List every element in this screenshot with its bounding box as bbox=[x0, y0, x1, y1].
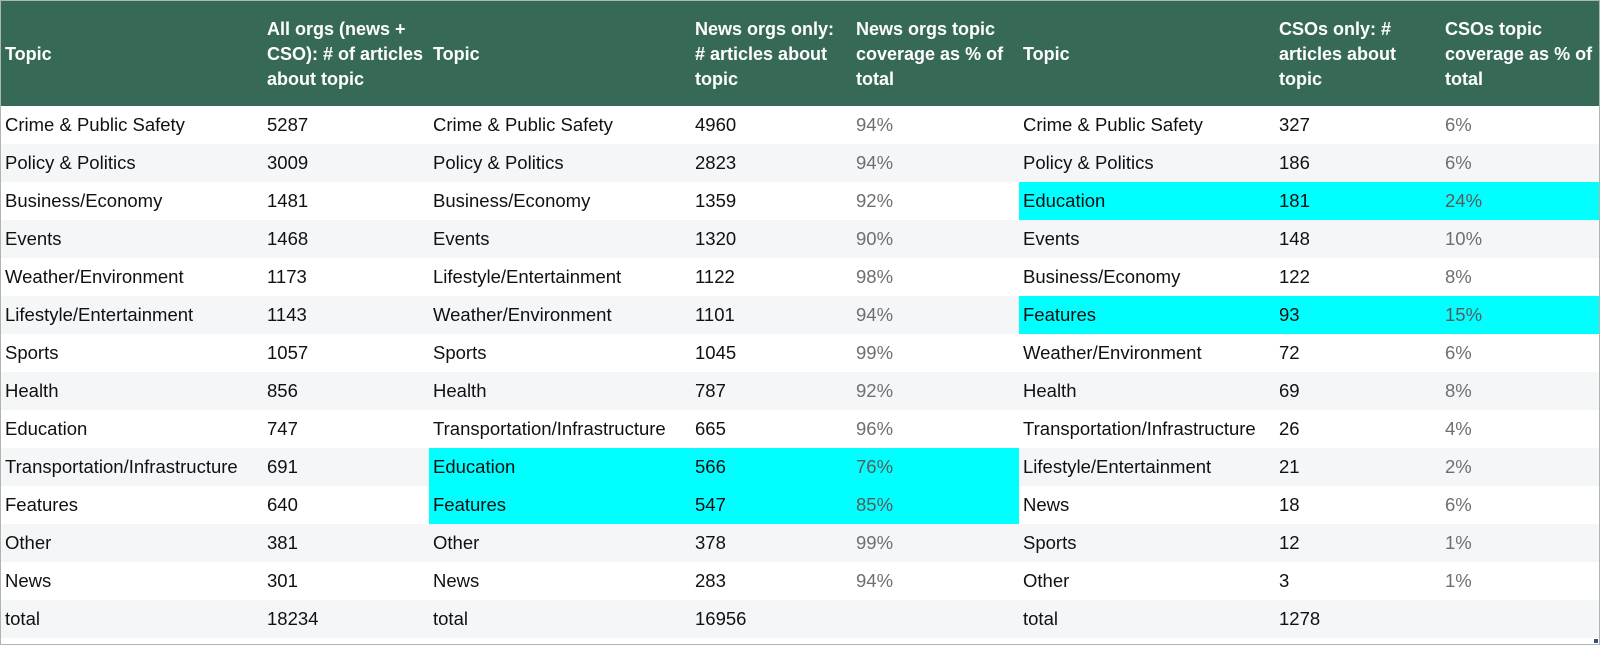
table-cell[interactable]: Business/Economy bbox=[1, 182, 263, 220]
table-cell[interactable]: 186 bbox=[1275, 144, 1441, 182]
table-cell[interactable]: 18 bbox=[1275, 486, 1441, 524]
table-cell[interactable]: Sports bbox=[1019, 524, 1275, 562]
table-row bbox=[1, 410, 1599, 448]
table-cell[interactable]: Other bbox=[1019, 562, 1275, 600]
table-cell[interactable]: 18234 bbox=[263, 600, 429, 638]
table-cell[interactable]: Health bbox=[1019, 372, 1275, 410]
table-cell[interactable]: 85% bbox=[852, 486, 1019, 524]
header-cell[interactable]: All orgs (news + CSO): # of articles about topic bbox=[263, 1, 429, 106]
table-cell[interactable]: 21 bbox=[1275, 448, 1441, 486]
table-cell[interactable]: Lifestyle/Entertainment bbox=[1, 296, 263, 334]
table-cell[interactable]: 10% bbox=[1441, 220, 1599, 258]
table-cell[interactable]: 99% bbox=[852, 334, 1019, 372]
table-cell[interactable]: Policy & Politics bbox=[1, 144, 263, 182]
table-cell[interactable]: 6% bbox=[1441, 106, 1599, 144]
table-cell[interactable]: 6% bbox=[1441, 144, 1599, 182]
table-cell[interactable]: 24% bbox=[1441, 182, 1599, 220]
table-cell[interactable]: 1173 bbox=[263, 258, 429, 296]
table-cell[interactable]: 181 bbox=[1275, 182, 1441, 220]
table-row bbox=[1, 258, 1599, 296]
table-cell[interactable]: 1057 bbox=[263, 334, 429, 372]
table-cell[interactable]: 98% bbox=[852, 258, 1019, 296]
table-cell[interactable]: 122 bbox=[1275, 258, 1441, 296]
table-cell[interactable]: 15% bbox=[1441, 296, 1599, 334]
table-cell[interactable]: Health bbox=[1, 372, 263, 410]
table-cell[interactable]: News bbox=[1019, 486, 1275, 524]
table-cell[interactable]: Lifestyle/Entertainment bbox=[429, 258, 691, 296]
table-cell[interactable]: Transportation/Infrastructure bbox=[429, 410, 691, 448]
table-cell[interactable]: Health bbox=[429, 372, 691, 410]
table-cell[interactable]: 94% bbox=[852, 106, 1019, 144]
table-cell[interactable]: 92% bbox=[852, 372, 1019, 410]
table-cell[interactable]: 8% bbox=[1441, 372, 1599, 410]
table-cell[interactable]: 747 bbox=[263, 410, 429, 448]
table-cell[interactable]: Policy & Politics bbox=[429, 144, 691, 182]
table-cell[interactable]: 327 bbox=[1275, 106, 1441, 144]
table-cell[interactable]: 283 bbox=[691, 562, 852, 600]
table-cell[interactable]: Sports bbox=[429, 334, 691, 372]
table-cell[interactable]: 2% bbox=[1441, 448, 1599, 486]
table-cell[interactable]: Other bbox=[1, 524, 263, 562]
header-row bbox=[1, 1, 1599, 106]
table-cell[interactable]: 148 bbox=[1275, 220, 1441, 258]
table-cell[interactable]: 301 bbox=[263, 562, 429, 600]
table-cell[interactable]: 16956 bbox=[691, 600, 852, 638]
table-cell[interactable]: Transportation/Infrastructure bbox=[1, 448, 263, 486]
table-cell[interactable]: 94% bbox=[852, 562, 1019, 600]
table-row bbox=[1, 182, 1599, 220]
table-cell[interactable]: 90% bbox=[852, 220, 1019, 258]
header-cell[interactable]: Topic bbox=[429, 1, 691, 106]
table-cell[interactable]: 566 bbox=[691, 448, 852, 486]
header-cell[interactable]: News orgs topic coverage as % of total bbox=[852, 1, 1019, 106]
table-cell[interactable]: 787 bbox=[691, 372, 852, 410]
table-cell[interactable]: 6% bbox=[1441, 334, 1599, 372]
table-cell[interactable]: 72 bbox=[1275, 334, 1441, 372]
table-cell[interactable]: Other bbox=[429, 524, 691, 562]
table-cell[interactable]: 92% bbox=[852, 182, 1019, 220]
table-cell[interactable]: 856 bbox=[263, 372, 429, 410]
table-cell[interactable]: Events bbox=[429, 220, 691, 258]
table-cell[interactable]: 1278 bbox=[1275, 600, 1441, 638]
table-row bbox=[1, 486, 1599, 524]
table-cell[interactable]: 1320 bbox=[691, 220, 852, 258]
table-cell[interactable] bbox=[1441, 600, 1599, 638]
table-cell[interactable]: 4% bbox=[1441, 410, 1599, 448]
header-cell[interactable]: CSOs topic coverage as % of total bbox=[1441, 1, 1599, 106]
table-row bbox=[1, 448, 1599, 486]
table-cell[interactable]: 93 bbox=[1275, 296, 1441, 334]
table-cell[interactable]: Education bbox=[1019, 182, 1275, 220]
table-cell[interactable]: 6% bbox=[1441, 486, 1599, 524]
table-cell[interactable]: Crime & Public Safety bbox=[1019, 106, 1275, 144]
table-cell[interactable]: 69 bbox=[1275, 372, 1441, 410]
table-cell[interactable]: Lifestyle/Entertainment bbox=[1019, 448, 1275, 486]
header-cell[interactable]: Topic bbox=[1, 1, 263, 106]
table-cell[interactable]: Weather/Environment bbox=[429, 296, 691, 334]
table-cell[interactable]: 26 bbox=[1275, 410, 1441, 448]
table-cell[interactable]: 1101 bbox=[691, 296, 852, 334]
table-row bbox=[1, 106, 1599, 144]
table-cell[interactable]: 2823 bbox=[691, 144, 852, 182]
table-cell[interactable]: 665 bbox=[691, 410, 852, 448]
table-cell[interactable]: Crime & Public Safety bbox=[429, 106, 691, 144]
table-cell[interactable]: 1% bbox=[1441, 524, 1599, 562]
table-row bbox=[1, 220, 1599, 258]
table-cell[interactable]: 3 bbox=[1275, 562, 1441, 600]
table-row bbox=[1, 144, 1599, 182]
table-cell[interactable]: total bbox=[1019, 600, 1275, 638]
table-cell[interactable]: Events bbox=[1019, 220, 1275, 258]
table-cell[interactable]: Sports bbox=[1, 334, 263, 372]
table-cell[interactable]: Business/Economy bbox=[429, 182, 691, 220]
table-cell[interactable]: 4960 bbox=[691, 106, 852, 144]
table-cell[interactable]: Events bbox=[1, 220, 263, 258]
table-cell[interactable]: 1359 bbox=[691, 182, 852, 220]
table-row bbox=[1, 296, 1599, 334]
table-row bbox=[1, 372, 1599, 410]
table-cell[interactable]: 76% bbox=[852, 448, 1019, 486]
table-cell[interactable]: 1468 bbox=[263, 220, 429, 258]
table-cell[interactable]: 378 bbox=[691, 524, 852, 562]
table-cell[interactable]: News bbox=[1, 562, 263, 600]
table-cell[interactable]: 1122 bbox=[691, 258, 852, 296]
table-cell[interactable]: Education bbox=[429, 448, 691, 486]
table-cell[interactable]: 3009 bbox=[263, 144, 429, 182]
table-cell[interactable]: Weather/Environment bbox=[1019, 334, 1275, 372]
table-cell[interactable]: 94% bbox=[852, 144, 1019, 182]
table-row bbox=[1, 334, 1599, 372]
table-cell[interactable]: 12 bbox=[1275, 524, 1441, 562]
table-cell[interactable]: Features bbox=[1019, 296, 1275, 334]
table-cell[interactable]: Policy & Politics bbox=[1019, 144, 1275, 182]
table-cell[interactable]: 547 bbox=[691, 486, 852, 524]
table-cell[interactable]: 94% bbox=[852, 296, 1019, 334]
table-cell[interactable]: 691 bbox=[263, 448, 429, 486]
table-cell[interactable]: 96% bbox=[852, 410, 1019, 448]
table-cell[interactable]: Education bbox=[1, 410, 263, 448]
table-cell[interactable]: 381 bbox=[263, 524, 429, 562]
selection-handle[interactable] bbox=[1594, 639, 1598, 643]
table-cell[interactable]: Features bbox=[1, 486, 263, 524]
table-cell[interactable]: total bbox=[1, 600, 263, 638]
table-cell[interactable]: Crime & Public Safety bbox=[1, 106, 263, 144]
header-cell[interactable]: News orgs only: # articles about topic bbox=[691, 1, 852, 106]
topic-coverage-table bbox=[1, 1, 1599, 638]
table-cell[interactable]: total bbox=[429, 600, 691, 638]
table-cell[interactable]: 99% bbox=[852, 524, 1019, 562]
header-cell[interactable]: Topic bbox=[1019, 1, 1275, 106]
header-cell[interactable]: CSOs only: # articles about topic bbox=[1275, 1, 1441, 106]
table-cell[interactable]: 640 bbox=[263, 486, 429, 524]
table-cell[interactable]: Weather/Environment bbox=[1, 258, 263, 296]
table-cell[interactable]: Transportation/Infrastructure bbox=[1019, 410, 1275, 448]
table-cell[interactable] bbox=[852, 600, 1019, 638]
total-row bbox=[1, 600, 1599, 638]
table-cell[interactable]: 1143 bbox=[263, 296, 429, 334]
table-row bbox=[1, 524, 1599, 562]
table-cell[interactable]: Business/Economy bbox=[1019, 258, 1275, 296]
table-cell[interactable]: News bbox=[429, 562, 691, 600]
table-row bbox=[1, 562, 1599, 600]
table-cell[interactable]: 1045 bbox=[691, 334, 852, 372]
table-cell[interactable]: 1% bbox=[1441, 562, 1599, 600]
table-cell[interactable]: 5287 bbox=[263, 106, 429, 144]
table-cell[interactable]: 1481 bbox=[263, 182, 429, 220]
table-cell[interactable]: 8% bbox=[1441, 258, 1599, 296]
table-cell[interactable]: Features bbox=[429, 486, 691, 524]
